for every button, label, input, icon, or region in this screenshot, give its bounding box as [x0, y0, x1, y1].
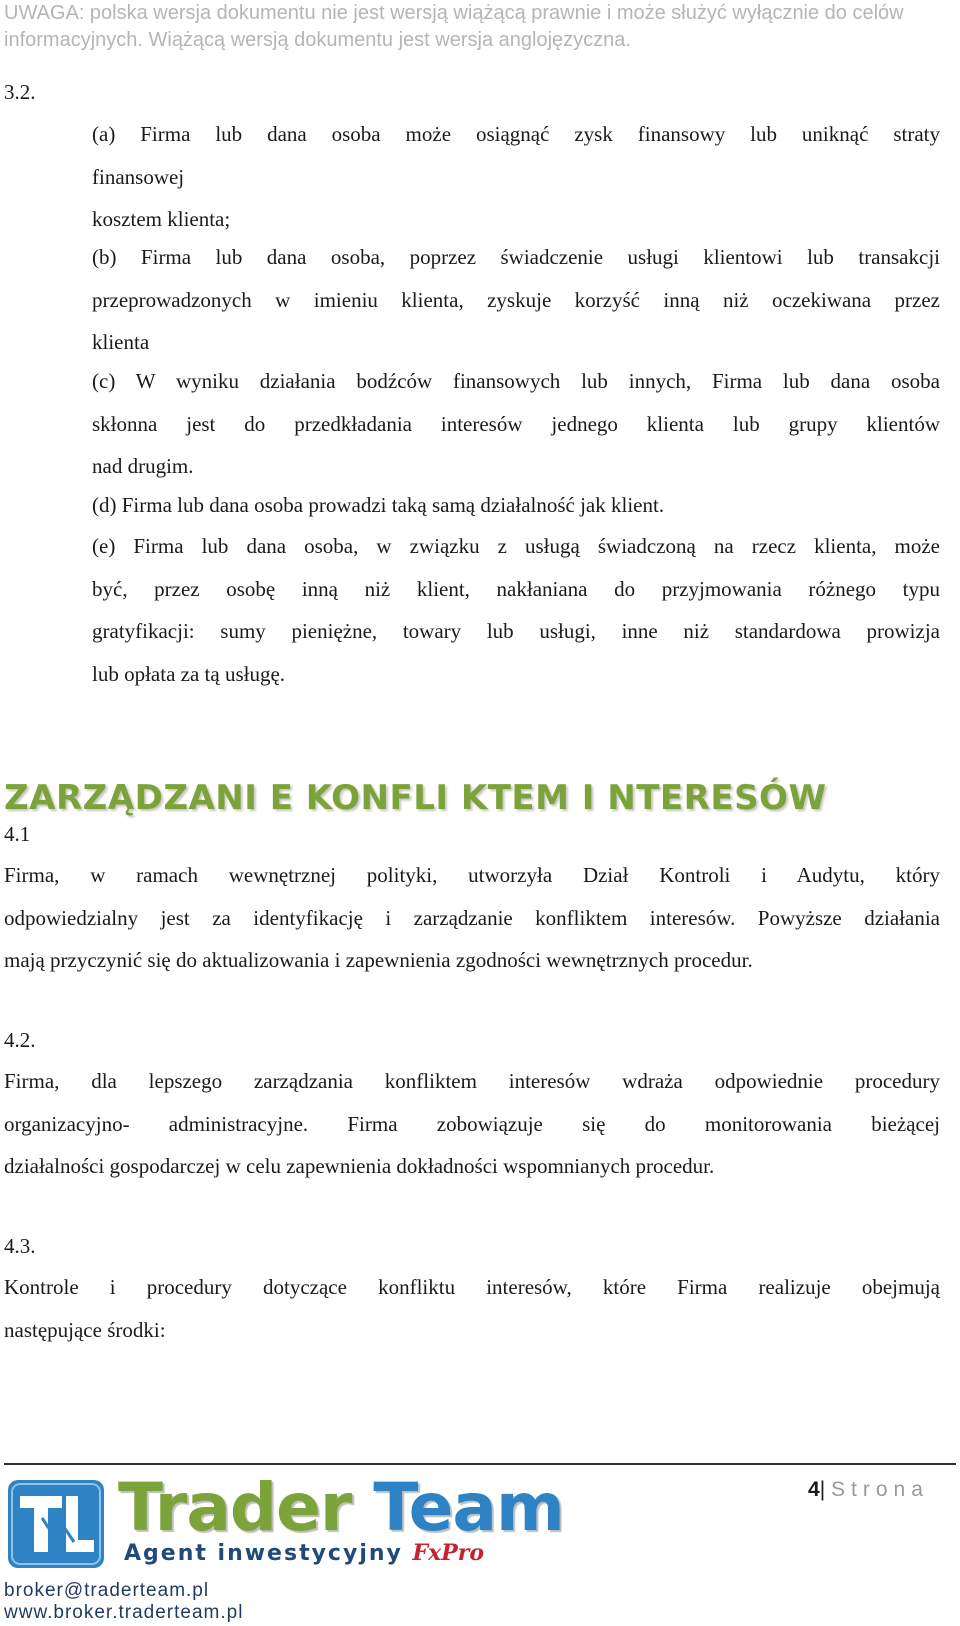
section-4-2-line-1: Firma, dla lepszego zarządzania konfliktem interesów wdraża odpowiednie procedury: [4, 1069, 940, 1093]
section-4-2-line-2: organizacyjno- administracyjne. Firma zobowiązuje się do monitorowania bieżącej: [4, 1111, 940, 1136]
item-b: [92, 236, 940, 364]
contact-email[interactable]: broker@traderteam.pl: [4, 1580, 210, 1601]
trader-team-logo-icon: [6, 1478, 106, 1570]
notice-line-2: informacyjnych. Wiążącą wersją dokumentu jest wersja anglojęzyczna.: [4, 29, 631, 51]
item-a-line-3: kosztem klienta;: [92, 207, 231, 231]
section-4-3-text: [4, 1266, 940, 1351]
footer-divider: [4, 1463, 956, 1465]
section-4-2-text: [4, 1060, 940, 1188]
section-4-1-line-3: mają przyczynić się do aktualizowania i zapewnienia zgodności wewnętrznych procedur.: [4, 948, 753, 972]
item-d: [92, 484, 940, 527]
section-4-3-line-2: następujące środki:: [4, 1317, 166, 1342]
item-a: [92, 113, 940, 241]
item-a-line-1: (a) Firma lub dana osoba może osiągnąć zysk finansowy lub uniknąć straty: [92, 122, 940, 146]
item-e: [92, 525, 940, 695]
section-4-3-line-1: Kontrole i procedury dotyczące konfliktu interesów, które Firma realizuje obejmują: [4, 1275, 940, 1299]
item-c-line-1: (c) W wyniku działania bodźców finansowych lub innych, Firma lub dana osoba: [92, 369, 940, 393]
notice-line-1: UWAGA: polska wersja dokumentu nie jest wersją wiążącą prawnie i może służyć wyłącznie do celów: [4, 2, 904, 24]
section-4-1-text: [4, 854, 940, 982]
item-e-line-4: lub opłata za tą usługę.: [92, 661, 286, 686]
translation-notice: [4, 0, 944, 54]
section-4-1-line-1: Firma, w ramach wewnętrznej polityki, utworzyła Dział Kontroli i Audytu, który: [4, 863, 940, 887]
item-b-line-3: klienta: [92, 330, 150, 354]
section-number-4-1: 4.1: [4, 822, 31, 846]
page-number-separator: |: [819, 1478, 826, 1501]
section-heading: ZARZĄDZANI E KONFLI KTEM I NTERESÓW: [4, 778, 827, 818]
item-b-line-2: przeprowadzonych w imieniu klienta, zyskuje korzyść inną niż oczekiwana przez: [92, 287, 940, 312]
tagline-fxpro: FxPro: [412, 1540, 485, 1566]
brand-word-team: Team: [373, 1469, 564, 1546]
section-4-1-line-2: odpowiedzialny jest za identyfikację i zarządzanie konfliktem interesów. Powyższe działania: [4, 905, 940, 930]
brand-tagline: [124, 1540, 484, 1566]
brand-word-trader: Trader: [118, 1469, 352, 1546]
item-c-line-3: nad drugim.: [92, 454, 194, 478]
item-a-line-2: finansowej: [92, 164, 185, 189]
section-number-4-3: 4.3.: [4, 1234, 36, 1258]
section-4-2-line-3: działalności gospodarczej w celu zapewnienia dokładności wspomnianych procedur.: [4, 1154, 715, 1178]
section-number-4-2: 4.2.: [4, 1028, 36, 1052]
item-e-line-3: gratyfikacji: sumy pieniężne, towary lub usługi, inne niż standardowa prowizja: [92, 619, 940, 643]
page-number-value: 4: [808, 1478, 820, 1501]
tagline-text: Agent inwestycyjny: [124, 1541, 403, 1566]
item-b-line-1: (b) Firma lub dana osoba, poprzez świadczenie usługi klientowi lub transakcji: [92, 245, 940, 269]
item-e-line-2: być, przez osobę inną niż klient, nakłaniana do przyjmowania różnego typu: [92, 576, 940, 601]
contact-website[interactable]: www.broker.traderteam.pl: [4, 1602, 244, 1623]
section-number-3-2: 3.2.: [4, 80, 36, 104]
item-c: [92, 360, 940, 488]
item-c-line-2: skłonna jest do przedkładania interesów jednego klienta lub grupy klientów: [92, 411, 940, 436]
item-e-line-1: (e) Firma lub dana osoba, w związku z usługą świadczoną na rzecz klienta, może: [92, 534, 940, 558]
item-d-line-1: (d) Firma lub dana osoba prowadzi taką samą działalność jak klient.: [92, 493, 665, 517]
page-number: [808, 1478, 929, 1502]
page-number-label: Strona: [831, 1478, 929, 1501]
brand-name: [118, 1468, 564, 1548]
